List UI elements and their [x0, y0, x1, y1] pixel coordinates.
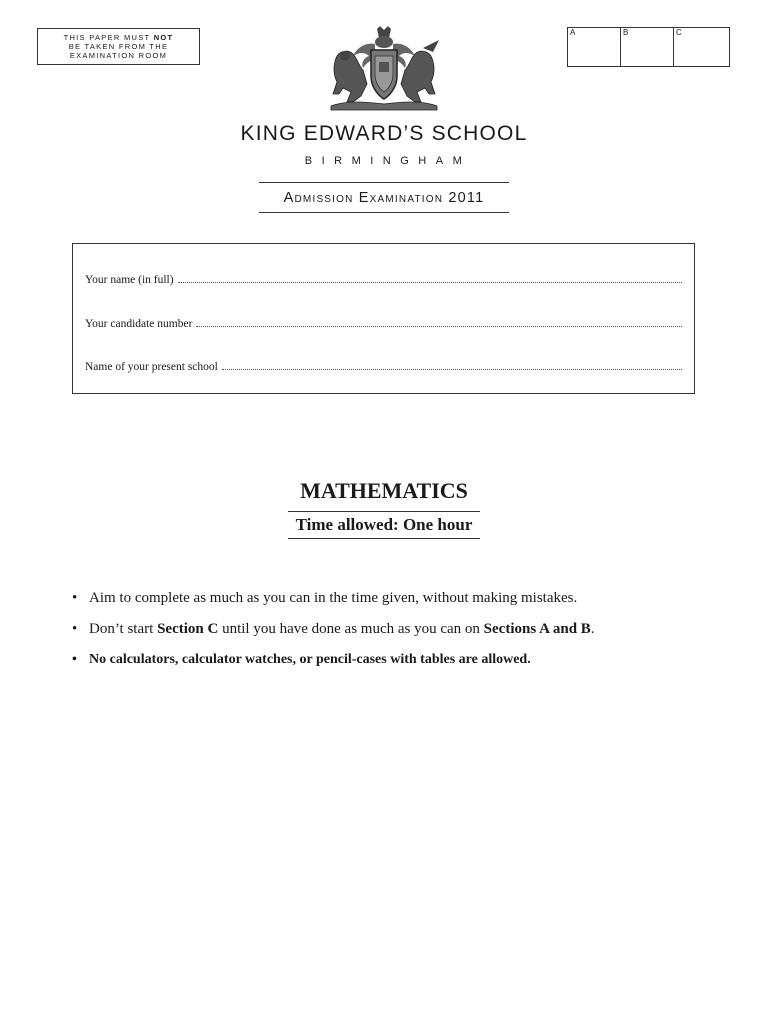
candidate-details-box: [72, 243, 695, 394]
warning-line-1: THIS PAPER MUST NOT: [63, 33, 174, 42]
warning-notice: [37, 28, 200, 65]
grade-box-a: A: [568, 28, 621, 66]
instruction-item: • Don’t start Section C until you have done as much as you can on Sections A and B.: [72, 621, 712, 652]
subject-rule: [288, 511, 480, 512]
present-school-line[interactable]: [222, 361, 682, 370]
exam-title: Admission Examination 2011: [283, 189, 485, 206]
name-field-label: Your name (in full): [85, 274, 174, 286]
exam-title-banner: [259, 182, 509, 213]
name-field[interactable]: [85, 274, 682, 286]
instruction-item: • Aim to complete as much as you can in the time given, without making mistakes.: [72, 590, 712, 621]
warning-line-3: EXAMINATION ROOM: [69, 51, 168, 60]
school-name: KING EDWARD’S SCHOOL: [240, 122, 528, 145]
warning-line-2: BE TAKEN FROM THE: [68, 42, 169, 51]
present-school-label: Name of your present school: [85, 361, 218, 373]
grade-boxes: [567, 27, 730, 67]
warning-not: NOT: [153, 33, 174, 42]
sections-ab-ref: Sections A and B: [483, 621, 591, 637]
name-field-line[interactable]: [178, 274, 682, 283]
grade-box-b: B: [621, 28, 674, 66]
grade-box-c: C: [676, 28, 682, 37]
time-rule: [288, 538, 480, 539]
time-allowed: Time allowed: One hour: [295, 515, 473, 534]
present-school-field[interactable]: [85, 361, 682, 373]
instruction-item: • No calculators, calculator watches, or pencil-cases with tables are allowed.: [72, 652, 712, 683]
school-crest-icon: [327, 26, 441, 112]
candidate-number-line[interactable]: [196, 318, 682, 327]
instructions-list: [72, 590, 712, 683]
candidate-number-field[interactable]: [85, 318, 682, 330]
school-city: BIRMINGHAM: [304, 155, 472, 167]
subject-title: MATHEMATICS: [300, 478, 468, 503]
section-c-ref: Section C: [157, 621, 219, 637]
candidate-number-label: Your candidate number: [85, 318, 193, 330]
